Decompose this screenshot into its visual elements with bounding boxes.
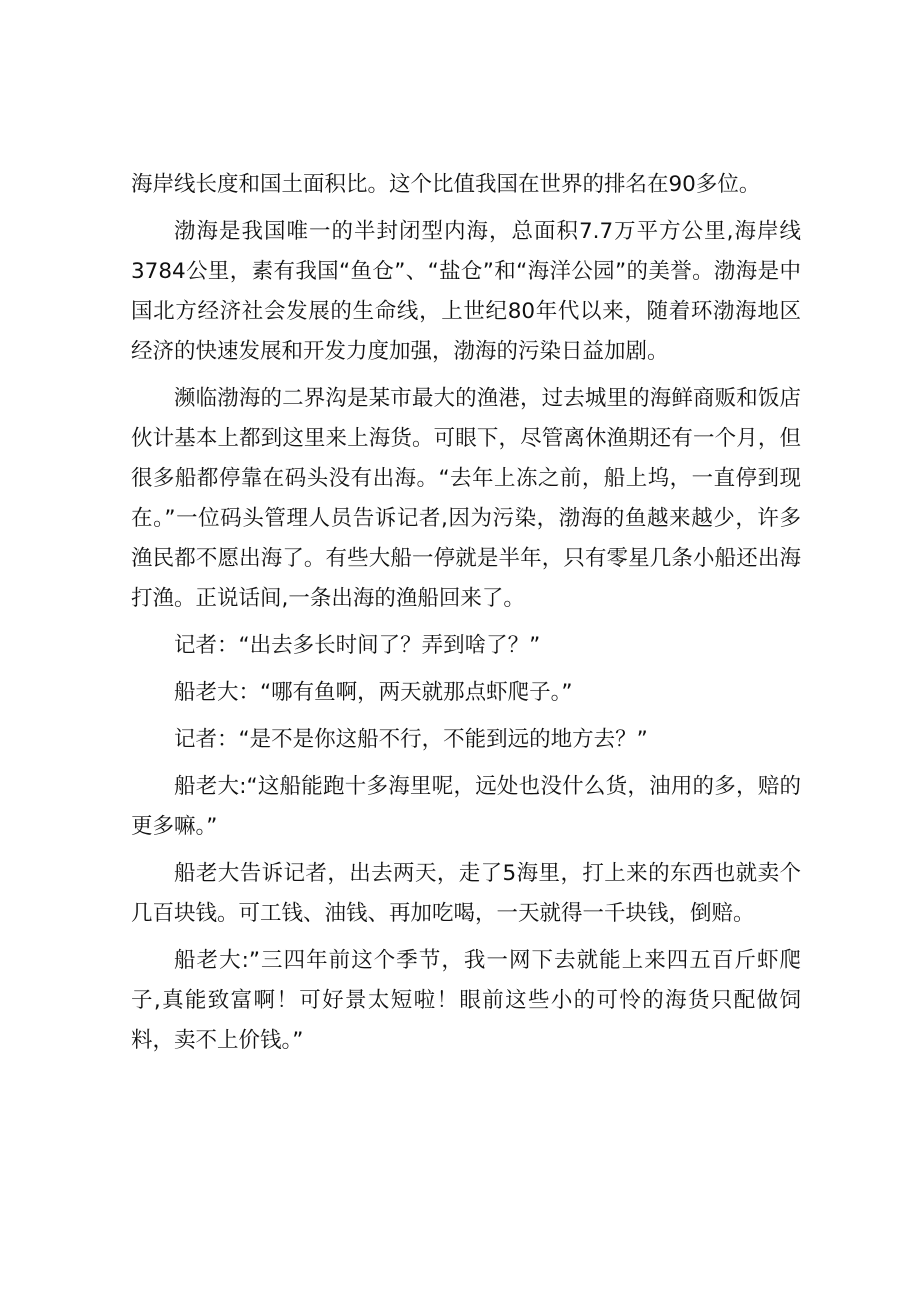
- dialogue-captain-3: 船老大:”三四年前这个季节，我一网下去就能上来四五百斤虾爬子,真能致富啊！可好景太短啦！眼前这些小的可怜的海货只配做饲料，卖不上价钱。”: [131, 948, 801, 1053]
- dialogue-reporter-2: 记者：“是不是你这船不行，不能到远的地方去？”: [174, 727, 648, 752]
- dialogue-captain-1: 船老大：“哪有鱼啊，两天就那点虾爬子。”: [174, 680, 573, 705]
- dialogue-reporter-1: 记者：“出去多长时间了？弄到啥了？”: [174, 633, 541, 658]
- article-body: [131, 165, 801, 1068]
- paragraph-bohai-overview: 渤海是我国唯一的半封闭型内海，总面积7.7万平方公里,海岸线3784公里，素有我国“鱼仓”、“盐仓”和“海洋公园”的美誉。渤海是中国北方经济社会发展的生命线，上世纪80年代以来，随着环渤海地区经济的快速发展和开发力度加强，渤海的污染日益加剧。: [131, 219, 801, 364]
- paragraph-coastline-ratio: 海岸线长度和国土面积比。这个比值我国在世界的排名在90多位。: [131, 172, 761, 197]
- paragraph-erjiegou-port: 濒临渤海的二界沟是某市最大的渔港，过去城里的海鲜商贩和饭店伙计基本上都到这里来上海货。可眼下，尽管离休渔期还有一个月，但很多船都停靠在码头没有出海。“去年上冻之前，船上坞，一直停到现在。”一位码头管理人员告诉记者,因为污染，渤海的鱼越来越少，许多渔民都不愿出海了。有些大船一停就是半年，只有零星几条小船还出海打渔。正说话间,一条出海的渔船回来了。: [131, 386, 801, 611]
- dialogue-captain-2: 船老大:“这船能跑十多海里呢，远处也没什么货，油用的多，赔的更多嘛。”: [131, 774, 801, 839]
- paragraph-captain-costs: 船老大告诉记者，出去两天，走了5海里，打上来的东西也就卖个几百块钱。可工钱、油钱、再加吃喝，一天就得一千块钱，倒赔。: [131, 861, 801, 926]
